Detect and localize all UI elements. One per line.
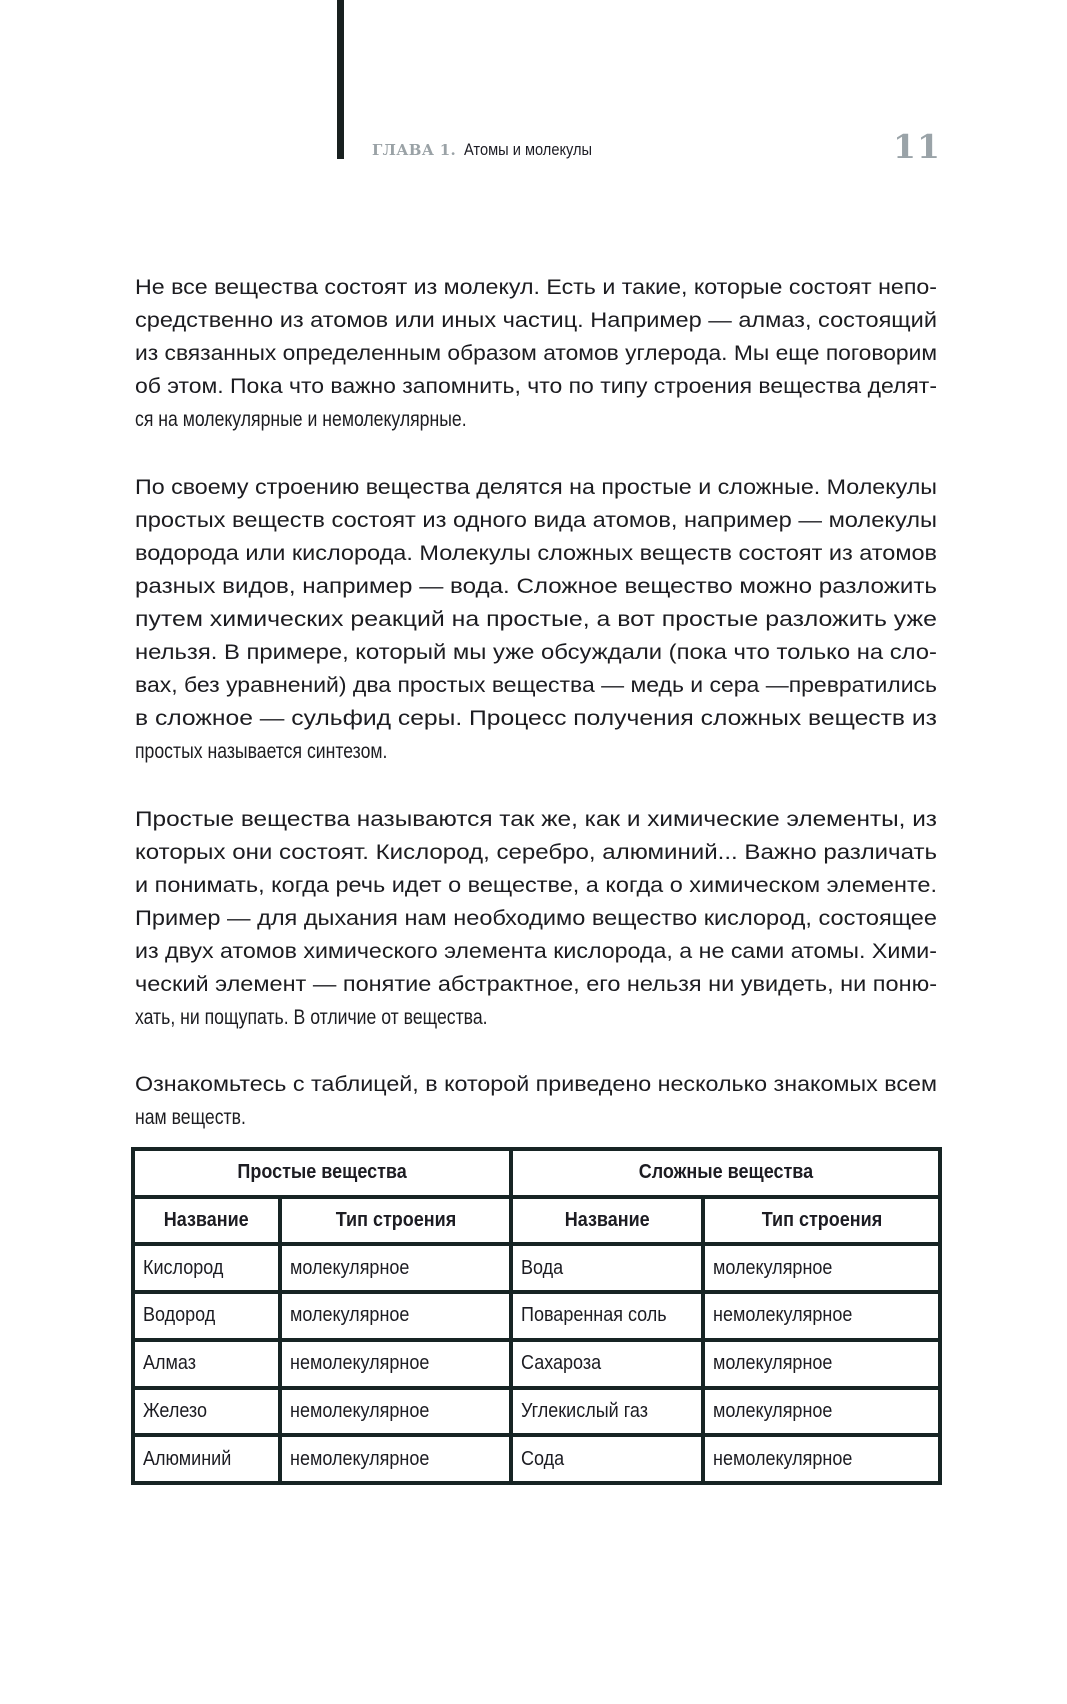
text-line: которых они состоят. Кислород, серебро, алюминий... Важно различать bbox=[135, 841, 938, 864]
column-header: Название bbox=[511, 1197, 703, 1245]
table-column-header-row bbox=[133, 1197, 940, 1245]
text-line: ческий элемент — понятие абстрактное, его нельзя ни увидеть, ни поню- bbox=[135, 973, 938, 996]
text-line: водорода или кислорода. Молекулы сложных веществ состоят из атомов bbox=[135, 542, 938, 565]
table-cell: молекулярное bbox=[703, 1244, 940, 1292]
table-cell: Поваренная соль bbox=[511, 1292, 703, 1340]
running-head bbox=[372, 139, 613, 161]
table-cell: Алюминий bbox=[133, 1435, 280, 1483]
group-header-complex: Сложные вещества bbox=[511, 1149, 940, 1197]
table-cell: молекулярное bbox=[703, 1340, 940, 1388]
table-cell: Сода bbox=[511, 1435, 703, 1483]
text-line: По своему строению вещества делятся на простые и сложные. Молекулы bbox=[135, 476, 938, 499]
text-line: вах, без уравнений) два простых вещества — медь и сера —превратились bbox=[135, 674, 938, 697]
paragraph-2 bbox=[135, 471, 937, 768]
table-cell: молекулярное bbox=[280, 1292, 511, 1340]
paragraph-4 bbox=[135, 1068, 937, 1134]
table-cell: немолекулярное bbox=[280, 1340, 511, 1388]
group-header-simple: Простые вещества bbox=[133, 1149, 511, 1197]
text-line: средственно из атомов или иных частиц. Например — алмаз, состоящий bbox=[135, 309, 937, 332]
text-line: Не все вещества состоят из молекул. Есть и такие, которые состоят непо- bbox=[135, 276, 938, 299]
text-line: Простые вещества называются так же, как и химические элементы, из bbox=[135, 808, 937, 831]
column-header: Тип строения bbox=[280, 1197, 511, 1245]
table-row bbox=[133, 1340, 940, 1388]
table-row bbox=[133, 1292, 940, 1340]
text-line: простых веществ состоят из одного вида атомов, например — молекулы bbox=[135, 509, 938, 532]
table-cell: немолекулярное bbox=[703, 1435, 940, 1483]
text-line: об этом. Пока что важно запомнить, что по типу строения вещества делят- bbox=[135, 375, 937, 398]
header-vertical-rule bbox=[337, 0, 344, 159]
page-number: 11 bbox=[893, 127, 941, 166]
text-line: хать, ни пощупать. В отличие от вещества. bbox=[135, 1006, 488, 1029]
text-line: из двух атомов химического элемента кислорода, а не сами атомы. Хими- bbox=[135, 940, 937, 963]
table-cell: Железо bbox=[133, 1388, 280, 1436]
table-cell: Сахароза bbox=[511, 1340, 703, 1388]
paragraph-1 bbox=[135, 271, 937, 436]
text-line: Ознакомьтесь с таблицей, в которой приведено несколько знакомых всем bbox=[135, 1073, 937, 1096]
paragraph-3 bbox=[135, 803, 937, 1034]
text-line: нам веществ. bbox=[135, 1106, 246, 1129]
text-line: Пример — для дыхания нам необходимо вещество кислород, состоящее bbox=[135, 907, 937, 930]
column-header: Тип строения bbox=[703, 1197, 940, 1245]
table-cell: немолекулярное bbox=[703, 1292, 940, 1340]
substances-table bbox=[131, 1147, 942, 1485]
text-line: в сложное — сульфид серы. Процесс получения сложных веществ из bbox=[135, 707, 937, 730]
chapter-title: Атомы и молекулы bbox=[464, 140, 593, 159]
text-line: ся на молекулярные и немолекулярные. bbox=[135, 408, 467, 431]
table-cell: Алмаз bbox=[133, 1340, 280, 1388]
table-cell: Вода bbox=[511, 1244, 703, 1292]
table-cell: молекулярное bbox=[703, 1388, 940, 1436]
text-line: нельзя. В примере, который мы уже обсуждали (пока что только на сло- bbox=[135, 641, 937, 664]
table-cell: немолекулярное bbox=[280, 1435, 511, 1483]
column-header: Название bbox=[133, 1197, 280, 1245]
table-cell: Водород bbox=[133, 1292, 280, 1340]
text-line: путем химических реакций на простые, а вот простые разложить уже bbox=[135, 608, 937, 631]
table-cell: молекулярное bbox=[280, 1244, 511, 1292]
text-line: простых называется синтезом. bbox=[135, 740, 388, 763]
text-line: и понимать, когда речь идет о веществе, а когда о химическом элементе. bbox=[135, 874, 937, 897]
text-line: разных видов, например — вода. Сложное вещество можно разложить bbox=[135, 575, 937, 598]
chapter-label: ГЛАВА 1. bbox=[372, 141, 457, 159]
table-cell: Углекислый газ bbox=[511, 1388, 703, 1436]
table-row bbox=[133, 1388, 940, 1436]
table-cell: немолекулярное bbox=[280, 1388, 511, 1436]
table-row bbox=[133, 1435, 940, 1483]
table-group-header-row bbox=[133, 1149, 940, 1197]
table-row bbox=[133, 1244, 940, 1292]
table-cell: Кислород bbox=[133, 1244, 280, 1292]
text-line: из связанных определенным образом атомов углерода. Мы еще поговорим bbox=[135, 342, 938, 365]
substances-table-container bbox=[131, 1147, 938, 1485]
